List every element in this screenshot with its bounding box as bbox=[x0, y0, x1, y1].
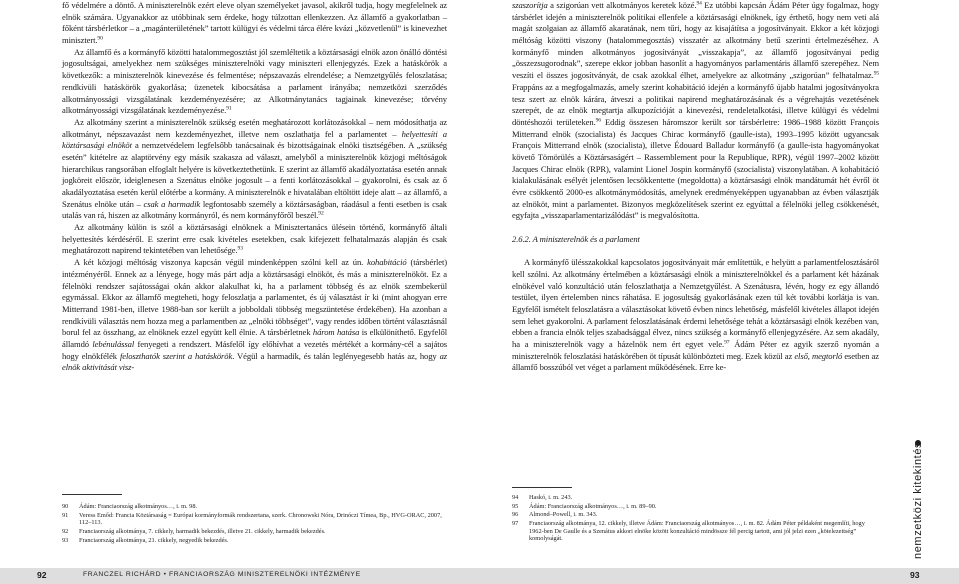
footnote-ref: 94 bbox=[696, 0, 702, 7]
text-run: (társbérlet) intézményéről. Ennek az a lényege, hogy más párt adja a köztársasági elnököt, és más a miniszterelnököt. Ez a félelnöki rendszer sajátosságai okán akkor alakulhat ki, ha a parlament többség és az elnök szembekerül egymással. Ekkor az államfő megteheti, hogy feloszlatja a parlamentet, és új választást ír ki (mint ahogyan erre Mitterrand 1981-ben, illetve 1988-ban sor került a jobboldali többség megszüntetése érdekében). Ha azonban a rendkívüli választás nem hozza meg a parlamentben az „elnöki többséget”, vagy rendes időben történt választásnál borul fel az összhang, az elnöknek ezzel együtt kell élnie. A társbérletnek bbox=[62, 257, 448, 338]
paragraph bbox=[62, 257, 447, 374]
footnote-ref: 92 bbox=[318, 210, 324, 217]
footnote bbox=[512, 494, 879, 502]
footnote bbox=[512, 511, 879, 519]
section-heading: 2.6.2. A miniszterelnök és a parlament bbox=[512, 233, 640, 244]
footnote-text: Veress Emőd: Francia Köztársaság = Európai kormányformák rendszertana, szerk. Chronowski Nóra, Drinóczi Tímea, Bp., HVG-ORAC, 2007, 112–113. bbox=[79, 511, 442, 527]
footnote bbox=[62, 528, 447, 536]
footnote-number: 92 bbox=[62, 527, 69, 535]
footnote-number: 90 bbox=[62, 503, 69, 510]
footnote bbox=[62, 512, 447, 527]
footnote-ref: 91 bbox=[226, 105, 232, 112]
footnote-text: Franciaország alkotmánya, 12. cikkely, illetve Ádám: Franciaország alkotmányos…, i. m. 82. Ádám Péter példaként megemlíti, hogy 1962-ben De Gaulle és a Szenátus akkori elnöke között konzultáció mindössze fél percig tartott, ami jól jelzi ezen „kötelezettség” komolyságát. bbox=[529, 520, 865, 543]
footnote-ref: 93 bbox=[237, 245, 243, 252]
footnote-text: Franciaország alkotmánya, 21. cikkely, negyedik bekezdés. bbox=[79, 536, 229, 544]
footnote-ref: 96 bbox=[595, 117, 601, 124]
paragraph bbox=[62, 47, 447, 117]
footnote-number: 94 bbox=[512, 494, 519, 501]
right-footnote-rule bbox=[512, 487, 572, 488]
emphasis-text: három hatása bbox=[312, 327, 360, 338]
footnote-ref: 97 bbox=[724, 339, 730, 346]
section-tab bbox=[911, 441, 925, 559]
text-run: is elkülöníthető. Egyfelől államdó bbox=[62, 327, 447, 349]
footnote-text: Ádám: Franciaország alkotmányos…, i. m. 98. bbox=[79, 503, 198, 510]
footnote-ref: 95 bbox=[873, 70, 879, 77]
left-page-body bbox=[62, 0, 447, 374]
emphasis-text: az elnök aktivitását visz- bbox=[62, 350, 448, 373]
text-run: . Végül a harmadik, és talán leglényegesebb hatás az, hogy bbox=[232, 350, 440, 361]
text-run: esetben az államfő bosszúból vet véget a parlament működésének. Erre ke- bbox=[512, 350, 879, 373]
footnote-ref: 90 bbox=[97, 35, 103, 42]
text-run: a szigorúan vett alkotmányos keretek közé. bbox=[547, 0, 697, 10]
text-run: Az alkotmány szerint a miniszterelnök szükség esetén meghatározott korlátozásokkal – nem módosíthatja az alkotmányt, népszavazást nem kezdeményezhet, illetve nem oszlathatja fel a parlamentet – bbox=[62, 116, 447, 139]
paragraph bbox=[512, 257, 879, 374]
left-footnote-rule bbox=[62, 494, 122, 495]
left-footnotes bbox=[62, 503, 447, 545]
right-page-number: 93 bbox=[910, 570, 920, 580]
text-run: a nemzetvédelem legfelsőbb tanácsainak és bizottságainak elnöki tisztségében. A „szükség esetén” kitételre az alaptörvény egy másik szakasza ad választ, amelyből a miniszterelnök közjogi méltóságok hierarchikus rangsorában elfoglalt helyére is következtethetünk. E szerint az államfő akadályoztatása esetén annak jogköreit először, ideiglenesen a Szenátus elnöke jogosult – a fenti korlátozásokkal – gyakorolni, és csak az ő akadályoztatása esetén kerül előtérbe a kormány. A miniszterelnök e hivatalában eltöltött ideje alatt – az államfő, a Szenátus elnöke után – bbox=[62, 140, 447, 209]
footnote-number: 97 bbox=[512, 520, 519, 528]
emphasis-text: lebénulással bbox=[92, 338, 135, 349]
footnote-number: 91 bbox=[62, 511, 69, 519]
section-tab-label: nemzetközi kitekintés bbox=[912, 441, 924, 559]
footnote bbox=[512, 520, 879, 543]
text-run: Ez utóbbi kapcsán Ádám Péter úgy fogalmaz, hogy társbérlet idején a miniszterelnök politikai ellenfele a köztársasági elnöknek, így érthető, hogy nem veti alá magát szolgaian az államfő akaratának, nem tűri, hogy az kisajátítsa a jogosítványait. Ekkor a két közjogi méltóság közötti viszony (hatalommegosztás) visszatér az alkotmány betű szerinti értelmezéséhez. A kormányfő minden alkotmányos jogosítványát „visszakapja”, az államfő jogosítványai pedig „összezsugorodnak”, szerepe ekkor jobban hasonlít a hagyományos parlamentáris államfő szerepéhez. Nem veszíti el összes jogosítványát, de csak azokkal élhet, amelyekre az alkotmány „szigorúan” felhatalmaz. bbox=[512, 0, 879, 81]
paragraph bbox=[512, 0, 879, 222]
footnote bbox=[62, 503, 447, 511]
footnote-text: Haskó, i. m. 243. bbox=[529, 494, 573, 501]
footnote bbox=[62, 537, 447, 545]
text-run: A kormányfő ülésszakokkal kapcsolatos jogosítványait már említettük, e helyütt a parlamentfelosztásáról kell szólni. Az alkotmány értelmében a köztársasági elnök a miniszterelnökkel és a parlament két házának elnökével való konzultáció után feloszlathatja a Nemzetgyűlést. A Szenátusra, lévén, hogy ez egy állandó testület, ilyen értelemben nincs ráhatása. E jogosultság gyakorlásának ezen túl két további korlátja is van. Egyfelől ismételt feloszlatásra a választásokat követő évben nincs lehetőség, másfelől kivételes állapot idején sem lehet gyakorolni. A parlament feloszlatásának érdemi lehetősége tehát a köztársasági elnök kezében van, ebben a francia elnök teljes szabadsággal élvez, nincs szükség a kormányfő ellenjegyzésére. Az sem akadály, ha a miniszterelnök vagy a házelnök nem ért egyet vele. bbox=[512, 257, 879, 349]
emphasis-text: csak a harmadik bbox=[143, 198, 201, 209]
text-run: fenyegeti a rendszert. Másfelől így előhívhat a vezetés mértékét a kormány-cél a sajátos hogy elnökfélék bbox=[62, 338, 448, 361]
footnote bbox=[512, 503, 879, 511]
text-run: fő védelmére a döntő. A miniszterelnök ezért eleve olyan személyeket javasol, akikről tudja, hogy megfelelnek az elnök számára. Ugyanakkor az utóbbinak sem érdeke, hogy túlzottan ellenkezzen. Az államfő a gyakorlatban – főként társbérletkor – a „magánterületének” tartott külügyi és védelmi tárca élére kvázi „közvetlenül” is kinevezhet minisztert. bbox=[62, 0, 447, 46]
footnote-text: Ádám: Franciaország alkotmányos…, i. m. 89–90. bbox=[529, 502, 657, 510]
emphasis-text: első bbox=[794, 350, 808, 361]
paragraph bbox=[62, 222, 447, 257]
footnote-text: Franciaország alkotmánya, 7. cikkely, harmadik bekezdés, illetve 21. cikkely, harmadik bekezdés. bbox=[79, 527, 326, 535]
emphasis-text: feloszthatók szerint a hatáskörök bbox=[119, 350, 233, 361]
text-run: A két közjogi méltóság viszonya kapcsán végül mindenképpen szólni kell az ún. bbox=[74, 257, 368, 268]
text-run: , bbox=[807, 350, 812, 361]
footnote-number: 93 bbox=[62, 536, 69, 544]
footnote-number: 96 bbox=[512, 511, 519, 519]
right-footnotes bbox=[512, 494, 879, 544]
emphasis-text: kohabitáció bbox=[367, 257, 407, 268]
footnote-text: Almond–Powell, i. m. 343. bbox=[529, 511, 598, 519]
text-run: Frappáns az a megfogalmazás, amely szerint kohabitáció idején a kormányfő újabb hatalmi jogosítványokra tesz szert az elnök kárára, átveszi a politikai napirend meghatározásának és a végrehajtás vezetésének szerepét, de az elnök megtartja alkupozícióját a kinevezési, rendeletalkotási, illetve külügyi és védelmi döntéshozói területeken. bbox=[512, 81, 879, 127]
emphasis-text: szaszorítja bbox=[512, 0, 548, 10]
paragraph bbox=[62, 0, 447, 47]
text-run: Ádám Péter ez agyik szerző nyomán a miniszterelnök feloszlatási hatáskörében öt típusát különbözteti meg. Ezek közül az bbox=[512, 338, 879, 361]
footnote-number: 95 bbox=[512, 502, 519, 510]
right-page-body bbox=[512, 0, 879, 374]
emphasis-text: helyettesíti a köztársasági elnököt bbox=[62, 128, 447, 151]
text-run: Az alkotmány külön is szól a köztársasági elnöknek a Minisztertanács ülésein történő, kormányfő általi helyettesítés kérdéséről. E szerint erre csak kivételes esetekben, csak kifejezett felhatalmazás alapján és csak meghatározott napirend tekintetében van lehetősége. bbox=[62, 222, 447, 256]
paragraph bbox=[62, 117, 447, 222]
running-footer-title: FRANCZEL RICHÁRD • FRANCIAORSZÁG MINISZTERELNÖKI INTÉZMÉNYE bbox=[83, 571, 361, 578]
text-run: Az államfő és a kormányfő közötti hatalommegosztást jól szemléltetik a köztársasági elnök azon önálló döntési jogosultságai, amelyekhez nem szükséges miniszterelnöki vagy miniszteri ellenjegyzés. Ezek a hatáskörök a következők: a miniszterelnök kinevezése és felmentése; népszavazás elrendelése; a Nemzetgyűlés feloszlatása; rendkívüli hatáskörök gyakorlása; üzenetek kibocsátása a parlament irányába; nemzetközi szerződés alkotmányossági vizsgálatának kezdeményezésére; az Alkotmánytanács tagjainak kinevezése; törvény alkotmányossági vizsgálatának kezdeményezése. bbox=[62, 46, 447, 116]
text-run: Eddig összesen háromszor került sor társbérletre: 1986–1988 között François Mitterrand elnök (szocialista) és Jacques Chirac kormányfő (gaulle-ista), 1993–1995 között ugyancsak François Mitterrand elnök (szocialista), illetve Édouard Balladur kormányfő (a gaulle-ista hagyományokat követő Tömörülés a Köztársaságért – Rassemblement pour la Republique, RPR), végül 1997–2002 között Jacques Chirac elnök (RPR), valamint Lionel Jospin kormányfő (szocialista) viszonylatában. A kohabitáció kialakulásának esélyét jelentősen lecsökkentette (megoldotta) a köztársasági elnök mandátumát hét évről öt évre csökkentő 2000-es alkotmánymódosítás, amelynek eredményeképpen ugyanabban az évben választják az elnököt, mint a parlamentet. Bizonyos megközelítések szerint ez egyúttal a félelnöki jelleg csökkenését, egyfajta „visszaparlamentarizálódást” is megvalósította. bbox=[512, 116, 879, 221]
text-run: legfontosabb személy a köztársaságban, ráadásul a fenti esetben is csak utalás van rá, hiszen az alkotmány kormányról, és nem kormányfőről beszél. bbox=[62, 198, 448, 221]
emphasis-text: megtorló bbox=[811, 350, 843, 361]
left-page-number: 92 bbox=[37, 570, 47, 580]
